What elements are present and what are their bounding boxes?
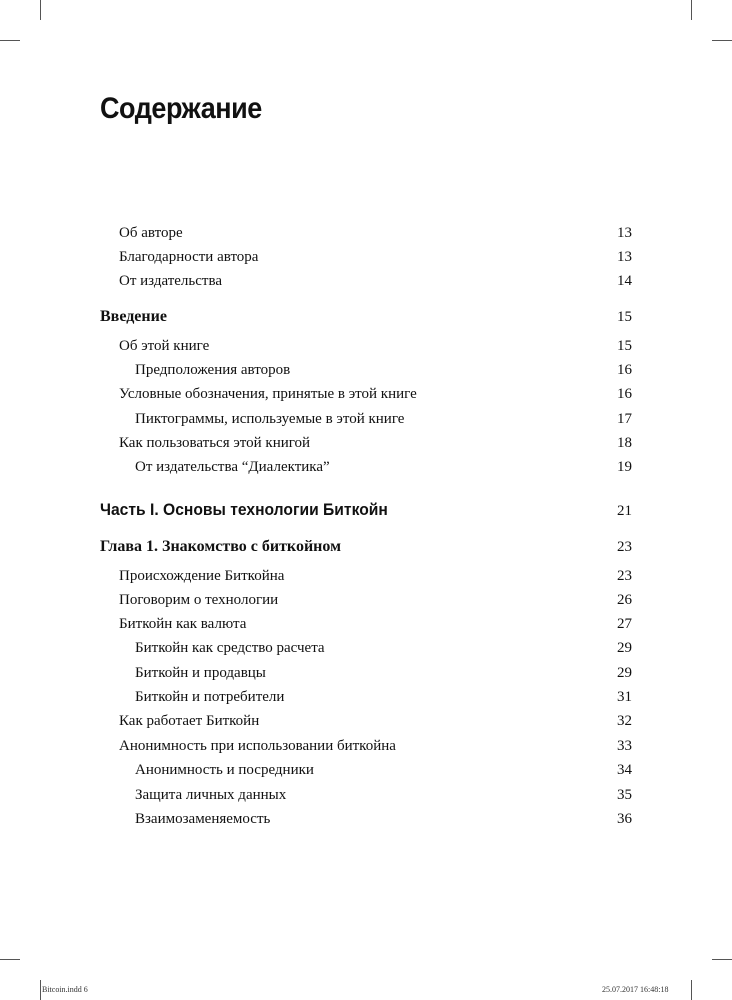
toc-subentry[interactable]: [135, 639, 632, 657]
toc-entry-page: 26: [617, 592, 632, 608]
toc-entry[interactable]: [119, 337, 632, 355]
toc-entry-label: Благодарности автора: [119, 249, 259, 265]
toc-subentry[interactable]: [135, 410, 632, 428]
toc-entry-label: От издательства: [119, 273, 223, 289]
toc-entry-label: Предположения авторов: [135, 362, 291, 378]
toc-entry-label: Биткойн и потребители: [135, 689, 285, 705]
toc-entry-page: 16: [617, 362, 632, 378]
toc-entry-page: 31: [617, 689, 632, 705]
footer-file-name: Bitcoin.indd 6: [42, 985, 88, 994]
toc-entry-page: 15: [617, 309, 632, 325]
toc-entry-label: Условные обозначения, принятые в этой книге: [119, 386, 417, 402]
toc-entry[interactable]: [119, 248, 632, 266]
toc-entry-label: Как работает Биткойн: [119, 713, 260, 729]
crop-mark: [691, 0, 692, 20]
crop-mark: [40, 980, 41, 1000]
toc-subentry[interactable]: [135, 810, 632, 828]
toc-subentry[interactable]: [135, 688, 632, 706]
toc-entry-label: Анонимность при использовании биткойна: [119, 738, 396, 754]
toc-entry-page: 18: [617, 435, 632, 451]
toc-entry-label: Биткойн и продавцы: [135, 665, 266, 681]
toc-subentry[interactable]: [135, 786, 632, 804]
crop-mark: [0, 40, 20, 41]
toc-subentry[interactable]: [135, 761, 632, 779]
crop-mark: [0, 959, 20, 960]
toc-entry-page: 19: [617, 459, 632, 475]
toc-entry-label: Взаимозаменяемость: [135, 811, 271, 827]
toc-entry-label: Биткойн как валюта: [119, 616, 247, 632]
toc-subentry[interactable]: [135, 664, 632, 682]
toc-entry-page: 13: [617, 225, 632, 241]
toc-entry-page: 29: [617, 640, 632, 656]
toc-chapter-heading[interactable]: [100, 538, 632, 556]
toc-entry-label: Происхождение Биткойна: [119, 568, 285, 584]
toc-subentry[interactable]: [135, 361, 632, 379]
toc-entry[interactable]: [119, 272, 632, 290]
toc-entry[interactable]: [119, 224, 632, 242]
crop-mark: [712, 40, 732, 41]
toc-entry-page: 15: [617, 338, 632, 354]
toc-entry-page: 17: [617, 411, 632, 427]
toc-entry-label: Глава 1. Знакомство с биткойном: [100, 538, 341, 555]
toc-entry-label: Часть I. Основы технологии Биткойн: [100, 500, 388, 519]
toc-entry-label: Об авторе: [119, 225, 183, 241]
toc-entry[interactable]: [119, 567, 632, 585]
toc-entry-label: Пиктограммы, используемые в этой книге: [135, 411, 405, 427]
toc-entry-page: 33: [617, 738, 632, 754]
toc-part-heading[interactable]: [100, 501, 632, 520]
footer-timestamp: 25.07.2017 16:48:18: [602, 985, 669, 994]
toc-entry[interactable]: [119, 615, 632, 633]
toc-entry[interactable]: [119, 737, 632, 755]
toc-entry-page: 14: [617, 273, 632, 289]
toc-entry-page: 34: [617, 762, 632, 778]
toc-entry-page: 27: [617, 616, 632, 632]
toc-entry-label: Введение: [100, 308, 167, 325]
toc-entry-page: 21: [617, 503, 632, 519]
toc-entry-label: Биткойн как средство расчета: [135, 640, 325, 656]
toc-entry[interactable]: [119, 385, 632, 403]
toc-entry-label: От издательства “Диалектика”: [135, 459, 330, 475]
toc-section-heading[interactable]: [100, 308, 632, 326]
crop-mark: [40, 0, 41, 20]
toc-entry-page: 36: [617, 811, 632, 827]
toc-entry-page: 13: [617, 249, 632, 265]
toc-entry-page: 23: [617, 539, 632, 555]
toc-entry-page: 29: [617, 665, 632, 681]
toc-entry-label: Защита личных данных: [135, 787, 287, 803]
toc-entry-page: 23: [617, 568, 632, 584]
toc-entry-label: Об этой книге: [119, 338, 210, 354]
toc-subentry[interactable]: [135, 458, 632, 476]
toc-entry-page: 32: [617, 713, 632, 729]
toc-entry-label: Как пользоваться этой книгой: [119, 435, 311, 451]
toc-entry-page: 16: [617, 386, 632, 402]
toc-entry[interactable]: [119, 434, 632, 452]
page-title: Содержание: [100, 92, 262, 125]
crop-mark: [712, 959, 732, 960]
toc-entry-label: Анонимность и посредники: [135, 762, 314, 778]
toc-entry[interactable]: [119, 591, 632, 609]
crop-mark: [691, 980, 692, 1000]
toc-entry[interactable]: [119, 712, 632, 730]
toc-entry-label: Поговорим о технологии: [119, 592, 279, 608]
toc-entry-page: 35: [617, 787, 632, 803]
